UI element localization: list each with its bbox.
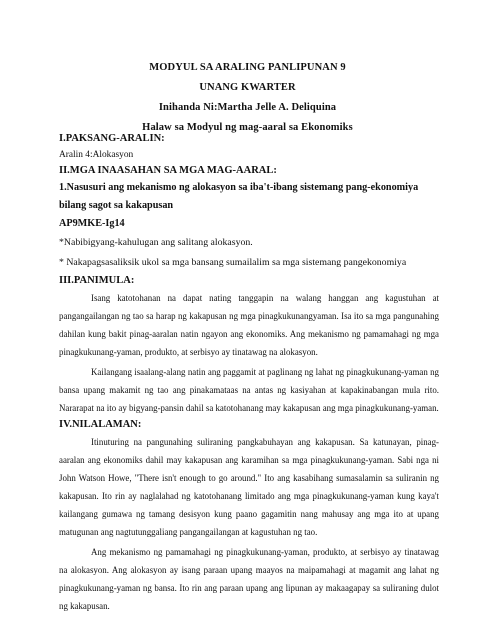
author-line: Inihanda Ni:Martha Jelle A. Deliquina (158, 102, 337, 113)
paragraph: Itinuturing na pangunahing suliraning pangkabuhayan ang kakapusan. Sa katunayan, pinag-aaralan ang ekonomiks dahil may kakapusan ang karamihan sa mga pinagkukunang-yaman. Sabi nga ni John Watson Howe, "There isn't enough to go around." Ito ang kasabihang sumasalamin sa suliranin ng kakapusan. Ito rin ay naglalahad ng katotohanang limitado ang mga pinagkukunang-yaman kung kaya't kailangang gumawa ng tamang desisyon kung paano gagamitin nang mahusay ang mga ito at upang matugunan ang nagtutunggaliang pangangailangan at kagustuhan ng tao. (59, 437, 439, 537)
source-line: Halaw sa Modyul ng mag-aaral sa Ekonomiks (142, 122, 353, 133)
section-heading-paksang-aralin: I.PAKSANG-ARALIN: (59, 133, 165, 144)
paragraph: Kailangang isaalang-alang natin ang paggamit at paglinang ng lahat ng pinagkukunang-yaman ng bansa upang makamit ng tao ang pinakamataas na antas ng kasiyahan at kapakinabangan mula rito. Nararapat na ito ay bigyang-pansin dahil sa katotohanang may kakapusan ang mga pinagkukunang-yaman. (59, 367, 439, 413)
competency-code: AP9MKE-Ig14 (59, 218, 125, 229)
quarter-title: UNANG KWARTER (199, 82, 296, 93)
learning-objective: 1.Nasusuri ang mekanismo ng alokasyon sa iba't-ibang sistemang pang-ekonomiya bilang sagot sa kakapusan (59, 182, 419, 211)
paragraph: Ang mekanismo ng pamamahagi ng pinagkukunang-yaman, produkto, at serbisyo ay tinatawag na alokasyon. Ang alokasyon ay isang paraan upang maayos na maipamahagi at magamit ang lahat ng pinagkukunang-yaman ng bansa. Ito rin ang paraan upang ang lipunan ay makaagapay sa suliraning dulot ng kakapusan. (59, 547, 439, 611)
section-heading-panimula: III.PANIMULA: (59, 275, 135, 286)
lesson-title: Aralin 4:Alokasyon (59, 150, 134, 160)
objective-bullet: *Nabibigyang-kahulugan ang salitang alokasyon. (59, 237, 253, 248)
paragraph: Isang katotohanan na dapat nating tanggapin na walang hanggan ang kagustuhan at pangangailangan ng tao sa harap ng kakapusan ng mga pinagkukunangyaman. Isa ito sa mga pangunahing dahilan kung bakit pinag-aaralan natin ngayon ang ekonomiks. Ang mekanismo ng pamamahagi ng mga pinagkukunang-yaman, produkto, at serbisyo ay tinatawag na alokasyon. (59, 293, 439, 357)
module-header (0, 58, 495, 138)
objective-bullet: * Nakapagsasaliksik ukol sa mga bansang sumailalim sa mga sistemang pangekonomiya (59, 257, 407, 268)
module-title: MODYUL SA ARALING PANLIPUNAN 9 (149, 62, 346, 73)
section-heading-inaasahan: II.MGA INAASAHAN SA MGA MAG-AARAL: (59, 165, 277, 176)
section-heading-nilalaman: IV.NILALAMAN: (59, 419, 142, 430)
module-content (59, 131, 439, 615)
